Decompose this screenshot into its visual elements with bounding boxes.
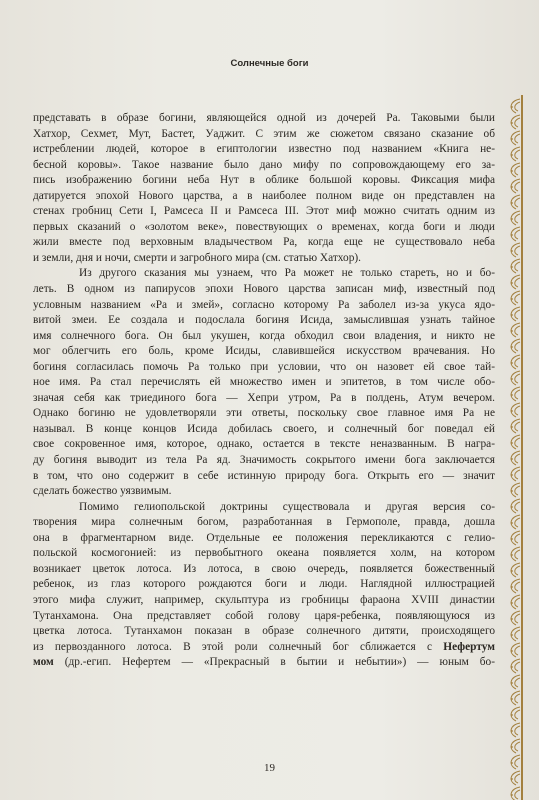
lotus-motif: [511, 147, 520, 161]
text-line: возникает цветок лотоса. Из лотоса, в свою очередь, появляется божественный: [33, 562, 495, 575]
text-line: из первозданного лотоса. В этой роли солнечный бог сближается с Нефертум: [33, 640, 495, 653]
lotus-motif: [511, 243, 520, 257]
text-line: ное имя. Ра стал перечислять ей множество имен и эпитетов, в том числе обо-: [33, 376, 495, 389]
lotus-motif: [511, 403, 520, 417]
lotus-motif: [511, 339, 520, 353]
lotus-motif: [511, 499, 520, 513]
text-line: Помимо гелиопольской доктрины существовала и другая версия со-: [79, 500, 495, 513]
text-line: Хатхор, Сехмет, Мут, Бастет, Уаджит. С этим же сюжетом связано сказание об: [33, 127, 495, 140]
lotus-motif: [511, 723, 520, 737]
paragraph: [33, 500, 495, 671]
text-line: мог облегчить его боль, кроме Исиды, славившейся искусством врачевания. Но: [33, 345, 495, 358]
text-line: истреблении людей, которое в египтологии известно под названием «Книга не-: [33, 143, 495, 156]
lotus-motif: [511, 307, 520, 321]
text-line: условным названием «Ра и змей», согласно которому Ра заболел из-за укуса ядо-: [33, 298, 495, 311]
text-line: Тутанхамона. Она представляет собой голову царя-ребенка, появляющуюся из: [33, 609, 495, 622]
text-line: богиня согласилась помочь Ра только при условии, что он назовет ей свое тай-: [33, 360, 495, 373]
text-line: этого мифа служит, например, скульптура из гробницы фараона XVIII династии: [33, 593, 495, 606]
lotus-motif: [511, 595, 520, 609]
lotus-motif: [511, 515, 520, 529]
lotus-border-ornament-icon: [506, 95, 526, 800]
lotus-motif: [511, 675, 520, 689]
bold-term-continuation: мом: [33, 656, 54, 669]
lotus-motif: [511, 627, 520, 641]
lotus-motif: [511, 467, 520, 481]
paragraph: [33, 266, 495, 499]
lotus-motif: [511, 787, 520, 800]
lotus-motif: [511, 131, 520, 145]
lotus-motif: [511, 579, 520, 593]
text-line: жили вместе под верховным владычеством Ра, когда еще не существовало неба: [33, 236, 495, 249]
text-line: имя солнечного бога. Он был укушен, когда обходил свои владения, и никто не: [33, 329, 495, 342]
lotus-motif: [511, 451, 520, 465]
text-fragment: (др.-егип. Нефертем — «Прекрасный в бытии и небытии») — юным бо-: [53, 656, 495, 669]
text-line: Однако богиню не удовлетворяли эти ответы, поскольку свое главное имя Ра не: [33, 407, 495, 420]
ornament-rule: [521, 95, 523, 800]
paragraph: [33, 111, 495, 266]
text-line: называл. В конце концов Исида добилась своего, и солнечный бог поведал ей: [33, 422, 495, 435]
body-text: [33, 111, 495, 671]
text-line: польской космогонией: из первобытного океана появляется холм, на котором: [33, 547, 495, 560]
bold-term: Нефертум: [443, 640, 495, 653]
lotus-motif: [511, 611, 520, 625]
text-line: она в фрагментарном виде. Отдельные ее положения перекликаются с гелио-: [33, 531, 495, 544]
text-line: бесной коровы». Такое название было дано мифу по сопровождающему его за-: [33, 158, 495, 171]
lotus-motif: [511, 643, 520, 657]
text-line: и земли, дня и ночи, смерти и загробного мира (см. статью Хатхор).: [33, 251, 362, 264]
lotus-motif: [511, 387, 520, 401]
lotus-motif: [511, 211, 520, 225]
text-line: пись изображению богини неба Нут в облике большой коровы. Фиксация мифа: [33, 174, 495, 187]
lotus-motif: [511, 291, 520, 305]
lotus-motif: [511, 659, 520, 673]
lotus-motif: [511, 547, 520, 561]
lotus-motif: [511, 435, 520, 449]
text-line: значая себя как триединого бога — Хепри утром, Ра в полдень, Атум вечером.: [33, 391, 495, 404]
lotus-motif: [511, 195, 520, 209]
lotus-motif: [511, 227, 520, 241]
text-line: представать в образе богини, являющейся одной из дочерей Ра. Таковыми были: [33, 112, 495, 124]
text-line: свое сокровенное имя, которое, однако, остается в тексте неназванным. В награ-: [33, 438, 495, 451]
lotus-motif: [511, 115, 520, 129]
running-head: Солнечные боги: [230, 58, 309, 69]
lotus-motif: [511, 419, 520, 433]
lotus-motif: [511, 355, 520, 369]
text-line: Из другого сказания мы узнаем, что Ра может не только стареть, но и бо-: [79, 267, 495, 280]
lotus-motif: [511, 163, 520, 177]
text-line: первых сказаний о «золотом веке», повествующих о временах, когда боги и люди: [33, 220, 495, 233]
text-line: леть. В одном из папирусов эпохи Нового царства записан миф, известный под: [33, 283, 495, 296]
lotus-motif: [511, 563, 520, 577]
lotus-motif: [511, 691, 520, 705]
lotus-motif: [511, 179, 520, 193]
text-line: в том, что оно содержит в себе истинную природу бога. Открыть его — значит: [33, 469, 495, 482]
lotus-motif: [511, 323, 520, 337]
page-number: 19: [264, 762, 275, 774]
lotus-motif: [511, 275, 520, 289]
lotus-motif: [511, 707, 520, 721]
lotus-motif: [511, 531, 520, 545]
text-line: ребенок, из глаз которого рождаются боги и люди. Наглядной иллюстрацией: [33, 578, 495, 591]
text-line: цветка лотоса. Тутанхамон показан в образе солнечного дитяти, происходящего: [33, 625, 495, 638]
lotus-motif: [511, 259, 520, 273]
text-line: творения мира солнечным богом, разработанная в Гермополе, правда, дошла: [33, 516, 495, 529]
lotus-motif: [511, 483, 520, 497]
text-line: датируется эпохой Нового царства, а в наиболее полном виде он представлен на: [33, 189, 495, 202]
lotus-motif: [511, 739, 520, 753]
text-line: стенах гробниц Сети I, Рамсеса II и Рамсеса III. Этот миф можно считать одним из: [33, 205, 495, 218]
text-line: [33, 655, 495, 671]
lotus-motif: [511, 371, 520, 385]
text-line: сделать божество уязвимым.: [33, 485, 172, 498]
text-line: витой змеи. Ее создала и подослала богиня Исида, замыслившая узнать тайное: [33, 314, 495, 327]
lotus-motif: [511, 99, 520, 113]
text-line: ду богиня выводит из тела Ра яд. Значимость сокрытого имени бога заключается: [33, 454, 495, 467]
